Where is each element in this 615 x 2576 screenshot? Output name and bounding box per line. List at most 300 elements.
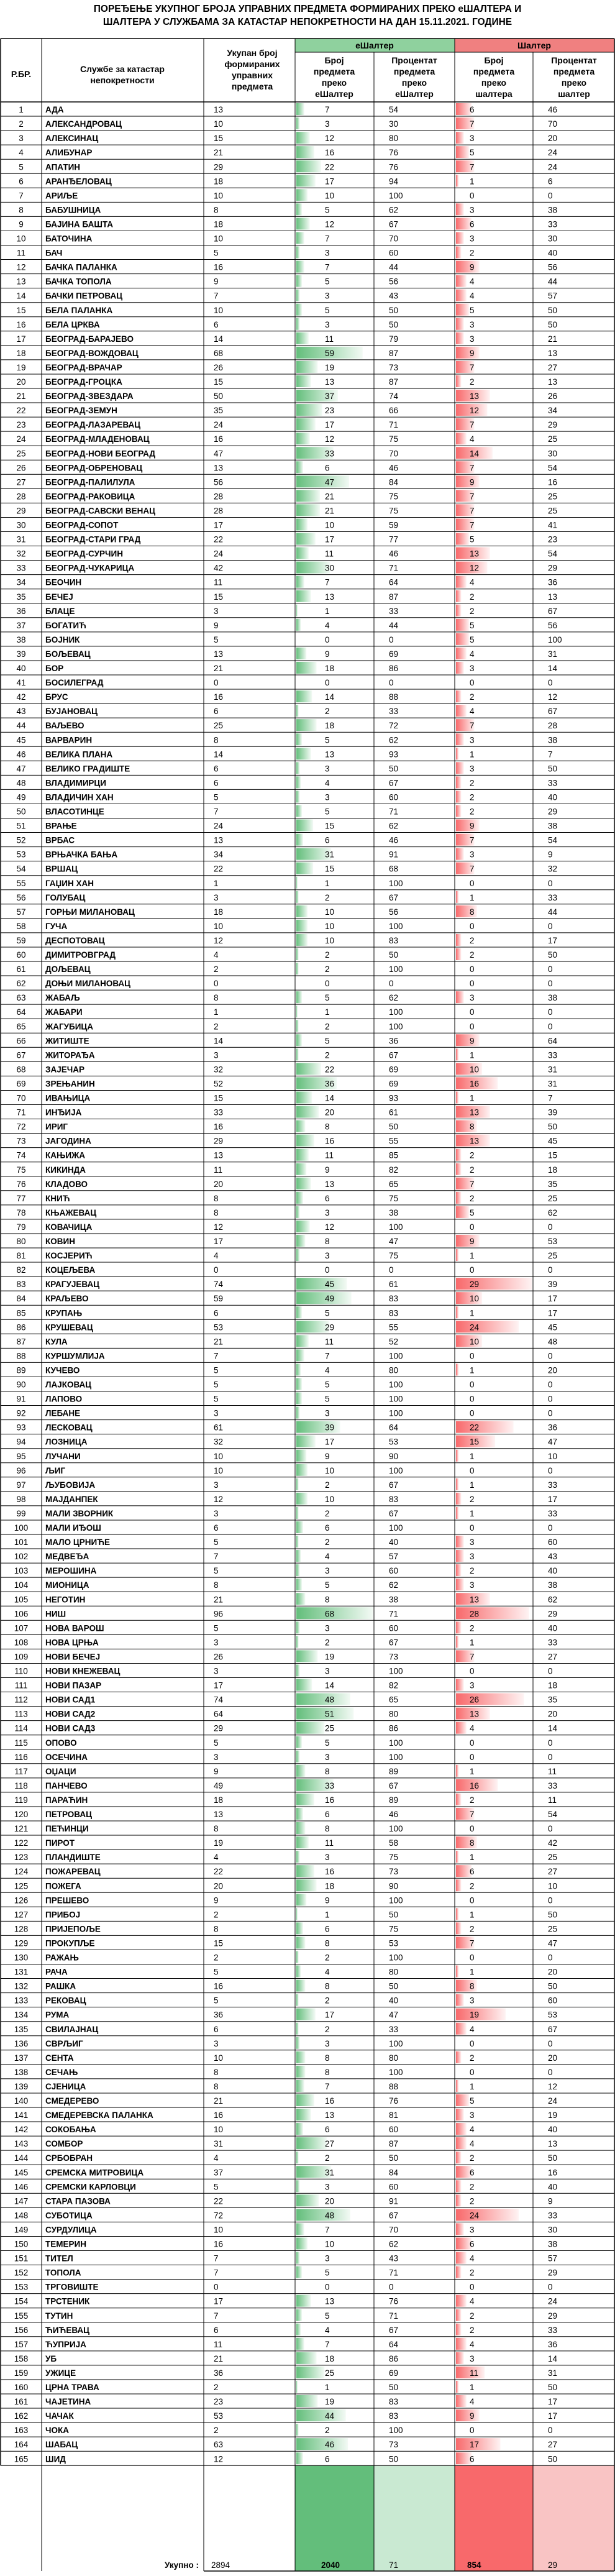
- total-count: 32: [214, 1065, 224, 1075]
- row-number: 45: [16, 735, 26, 745]
- eshalter-count: 8: [325, 2053, 330, 2063]
- eshalter-count: 18: [325, 721, 335, 731]
- shalter-count: 4: [470, 2253, 475, 2263]
- eshalter-count: 11: [325, 1337, 334, 1347]
- eshalter-count: 31: [325, 2168, 335, 2178]
- eshalter-count-bar: [296, 1020, 299, 1032]
- shalter-count-bar: [456, 261, 480, 273]
- eshalter-count-bar: [296, 117, 299, 129]
- eshalter-count: 7: [325, 262, 330, 272]
- eshalter-count-bar: [296, 1364, 301, 1375]
- total-count: 15: [214, 592, 224, 602]
- eshalter-percent: 82: [389, 1680, 399, 1690]
- row-number: 5: [19, 162, 24, 172]
- eshalter-count: 3: [325, 1623, 330, 1633]
- row-number: 105: [14, 1595, 29, 1605]
- row-number: 154: [14, 2296, 29, 2306]
- eshalter-percent: 88: [389, 2081, 399, 2091]
- row-number: 91: [16, 1394, 26, 1404]
- eshalter-percent: 76: [389, 148, 399, 158]
- service-name: КЊАЖЕВАЦ: [45, 1208, 97, 1217]
- service-name: ВАЉЕВО: [45, 721, 84, 731]
- eshalter-count-bar: [296, 1063, 321, 1075]
- row-number: 61: [16, 965, 26, 974]
- eshalter-count: 11: [325, 334, 334, 344]
- eshalter-count: 8: [325, 1595, 330, 1605]
- shalter-count-bar: [456, 1765, 458, 1777]
- shalter-count: 3: [470, 764, 475, 774]
- eshalter-percent: 67: [389, 1781, 399, 1790]
- eshalter-count-bar: [296, 1865, 314, 1877]
- shalter-count: 5: [470, 620, 475, 630]
- shalter-percent: 33: [548, 1050, 558, 1060]
- shalter-count: 2: [470, 1566, 475, 1576]
- service-name: БЛАЦЕ: [45, 606, 75, 616]
- shalter-percent: 33: [548, 1508, 558, 1518]
- total-count: 3: [214, 1508, 219, 1518]
- eshalter-percent: 79: [389, 334, 399, 344]
- shalter-percent: 33: [548, 2211, 558, 2221]
- shalter-percent: 35: [548, 1695, 558, 1705]
- service-name: АРАНЂЕЛОВАЦ: [45, 176, 112, 186]
- row-number: 20: [16, 377, 26, 387]
- header-e-count-4: еШалтер: [315, 89, 353, 99]
- service-name: СВИЛАЈНАЦ: [45, 2024, 99, 2034]
- eshalter-count-bar: [296, 1249, 299, 1261]
- eshalter-count: 2: [325, 707, 330, 717]
- shalter-count-bar: [456, 891, 458, 903]
- eshalter-count-bar: [296, 1048, 299, 1060]
- eshalter-count: 10: [325, 907, 335, 917]
- shalter-count: 2: [470, 377, 475, 387]
- total-count: 29: [214, 162, 224, 172]
- eshalter-count: 3: [325, 764, 330, 774]
- shalter-percent: 38: [548, 735, 558, 745]
- header-total-1: Укупан број: [227, 48, 278, 58]
- shalter-count-bar: [456, 619, 469, 631]
- shalter-count-bar: [456, 1636, 458, 1648]
- row-number: 9: [19, 219, 24, 229]
- total-count: 19: [214, 1838, 224, 1848]
- eshalter-count: 10: [325, 921, 335, 931]
- eshalter-percent: 87: [389, 377, 399, 387]
- total-count: 20: [214, 1179, 224, 1189]
- row-number: 144: [14, 2153, 29, 2163]
- totals-shalter-count: 854: [467, 2560, 481, 2570]
- shalter-percent: 40: [548, 2182, 558, 2192]
- shalter-percent: 0: [548, 1222, 553, 1232]
- shalter-count: 10: [470, 1337, 480, 1347]
- header-s-count-3: преко: [481, 78, 507, 88]
- shalter-count: 2: [470, 950, 475, 960]
- shalter-count: 1: [470, 1638, 475, 1648]
- shalter-count-bar: [456, 2267, 461, 2278]
- service-name: ТИТЕЛ: [45, 2253, 73, 2263]
- eshalter-count-bar: [296, 1966, 301, 1978]
- shalter-count: 9: [470, 262, 475, 272]
- service-name: ТРГОВИШТЕ: [45, 2282, 99, 2292]
- total-count: 8: [214, 2081, 219, 2091]
- eshalter-count-bar: [296, 1621, 299, 1633]
- service-name: ГОЛУБАЦ: [45, 892, 86, 902]
- total-count: 24: [214, 420, 224, 430]
- total-count: 14: [214, 1036, 224, 1046]
- shalter-count-bar: [456, 1048, 458, 1060]
- row-number: 48: [16, 778, 26, 788]
- eshalter-count-bar: [296, 1278, 347, 1290]
- eshalter-count: 3: [325, 2038, 330, 2048]
- eshalter-count: 3: [325, 1566, 330, 1576]
- shalter-count: 1: [470, 1480, 475, 1490]
- row-number: 77: [16, 1193, 26, 1203]
- shalter-percent: 20: [548, 1365, 558, 1375]
- shalter-percent: 0: [548, 1953, 553, 1963]
- total-count: 15: [214, 377, 224, 387]
- service-name: БАЧКА ТОПОЛА: [45, 277, 112, 286]
- row-number: 143: [14, 2139, 29, 2149]
- shalter-count-bar: [456, 1550, 464, 1562]
- shalter-count-bar: [456, 475, 480, 487]
- total-count: 1: [214, 878, 219, 888]
- eshalter-count: 49: [325, 1294, 335, 1304]
- row-number: 142: [14, 2125, 29, 2135]
- shalter-percent: 62: [548, 1595, 558, 1605]
- service-name: БЕОЧИН: [45, 577, 82, 587]
- eshalter-count: 0: [325, 678, 330, 688]
- shalter-count-bar: [456, 1149, 461, 1161]
- shalter-count: 8: [470, 1981, 475, 1991]
- shalter-count: 2: [470, 2311, 475, 2321]
- shalter-count-bar: [456, 318, 464, 330]
- eshalter-count: 14: [325, 692, 335, 702]
- eshalter-count-bar: [296, 475, 349, 487]
- service-name: ПОЖАРЕВАЦ: [45, 1867, 101, 1877]
- eshalter-percent: 77: [389, 534, 399, 544]
- row-number: 96: [16, 1465, 26, 1475]
- eshalter-percent: 50: [389, 319, 399, 329]
- service-name: НЕГОТИН: [45, 1595, 86, 1605]
- shalter-count: 3: [470, 2225, 475, 2235]
- total-count: 36: [214, 2010, 224, 2020]
- shalter-count-bar: [456, 805, 461, 817]
- total-count: 5: [214, 1738, 219, 1748]
- shalter-percent: 24: [548, 162, 558, 172]
- service-name: БЕЧЕЈ: [45, 592, 73, 602]
- shalter-count: 3: [470, 319, 475, 329]
- eshalter-count-bar: [296, 920, 308, 932]
- totals-eshalter-percent: 71: [389, 2560, 399, 2570]
- service-name: КОВАЧИЦА: [45, 1222, 93, 1232]
- shalter-percent: 43: [548, 1552, 558, 1562]
- shalter-percent: 0: [548, 1523, 553, 1533]
- header-e-pct-2: предмета: [393, 66, 435, 76]
- row-number: 18: [16, 348, 26, 358]
- shalter-percent: 29: [548, 807, 558, 817]
- service-name: ПРЕШЕВО: [45, 1895, 89, 1905]
- shalter-percent: 0: [548, 1895, 553, 1905]
- service-name: ВРШАЦ: [45, 864, 78, 874]
- shalter-count-bar: [456, 2381, 458, 2393]
- shalter-count-bar: [456, 1579, 464, 1590]
- total-count: 5: [214, 792, 219, 802]
- shalter-count-bar: [456, 347, 480, 359]
- shalter-count-bar: [456, 1450, 458, 1462]
- service-name: БЕОГРАД-САВСКИ ВЕНАЦ: [45, 506, 155, 516]
- shalter-count-bar: [456, 1034, 480, 1046]
- service-name: ЖАБАЉ: [45, 993, 80, 1003]
- total-count: 1: [214, 1007, 219, 1017]
- eshalter-count-bar: [296, 1493, 308, 1505]
- shalter-count: 26: [470, 1695, 480, 1705]
- shalter-count: 3: [470, 1552, 475, 1562]
- eshalter-percent: 38: [389, 1595, 399, 1605]
- total-count: 4: [214, 2153, 219, 2163]
- service-name: СУРДУЛИЦА: [45, 2225, 97, 2235]
- shalter-percent: 0: [548, 2282, 553, 2292]
- eshalter-count-bar: [296, 791, 299, 802]
- total-count: 8: [214, 1824, 219, 1834]
- eshalter-count: 1: [325, 1007, 330, 1017]
- shalter-count: 13: [470, 1595, 480, 1605]
- eshalter-count-bar: [296, 648, 306, 659]
- eshalter-percent: 62: [389, 1580, 399, 1590]
- total-count: 23: [214, 2397, 224, 2407]
- row-number: 11: [16, 248, 26, 258]
- eshalter-percent: 61: [389, 1280, 399, 1290]
- shalter-percent: 31: [548, 1079, 558, 1089]
- total-count: 6: [214, 2024, 219, 2034]
- shalter-count-bar: [456, 791, 461, 802]
- total-count: 6: [214, 707, 219, 717]
- eshalter-count-bar: [296, 891, 299, 903]
- shalter-count-bar: [456, 1091, 458, 1103]
- eshalter-percent: 87: [389, 592, 399, 602]
- shalter-percent: 56: [548, 262, 558, 272]
- service-name: КОСЈЕРИЋ: [45, 1251, 93, 1261]
- eshalter-percent: 69: [389, 1079, 399, 1089]
- eshalter-count-bar: [296, 1407, 299, 1419]
- service-name: НИШ: [45, 1609, 66, 1619]
- shalter-percent: 57: [548, 291, 558, 301]
- service-name: ДЕСПОТОВАЦ: [45, 935, 105, 945]
- row-number: 1: [19, 105, 24, 115]
- total-count: 8: [214, 735, 219, 745]
- total-count: 5: [214, 1967, 219, 1977]
- row-number: 26: [16, 463, 26, 473]
- eshalter-count-bar: [296, 261, 304, 273]
- eshalter-percent: 83: [389, 2397, 399, 2407]
- row-number: 111: [14, 1680, 28, 1690]
- eshalter-count-bar: [296, 2109, 311, 2120]
- shalter-count: 3: [470, 1680, 475, 1690]
- shalter-count: 3: [470, 664, 475, 673]
- total-count: 72: [214, 2211, 224, 2221]
- row-number: 93: [16, 1423, 26, 1432]
- eshalter-percent: 100: [389, 1523, 403, 1533]
- eshalter-percent: 71: [389, 807, 399, 817]
- total-count: 8: [214, 1580, 219, 1590]
- eshalter-count-bar: [296, 175, 316, 186]
- total-count: 10: [214, 2125, 224, 2135]
- eshalter-count: 51: [325, 1709, 335, 1719]
- eshalter-percent: 67: [389, 1050, 399, 1060]
- eshalter-count: 48: [325, 1695, 335, 1705]
- shalter-count: 5: [470, 148, 475, 158]
- eshalter-count-bar: [296, 662, 317, 674]
- total-count: 50: [214, 392, 224, 401]
- eshalter-percent: 100: [389, 191, 403, 201]
- total-count: 26: [214, 1652, 224, 1662]
- service-name: БОСИЛЕГРАД: [45, 678, 104, 688]
- shalter-count-bar: [456, 1306, 458, 1318]
- eshalter-count: 10: [325, 2239, 335, 2249]
- shalter-count: 1: [470, 1967, 475, 1977]
- eshalter-count: 19: [325, 1652, 335, 1662]
- row-number: 119: [14, 1795, 28, 1805]
- shalter-count-bar: [456, 2209, 519, 2221]
- shalter-percent: 7: [548, 1093, 553, 1103]
- service-name: ЖИТИШТЕ: [45, 1036, 89, 1046]
- shalter-count: 0: [470, 1738, 475, 1748]
- eshalter-count: 21: [325, 492, 335, 502]
- service-name: ДОЊИ МИЛАНОВАЦ: [45, 979, 131, 989]
- eshalter-percent: 69: [389, 649, 399, 659]
- eshalter-count: 17: [325, 1437, 335, 1447]
- eshalter-count-bar: [296, 461, 303, 473]
- eshalter-percent: 69: [389, 2368, 399, 2378]
- total-count: 13: [214, 105, 224, 115]
- service-name: БАЈИНА БАШТА: [45, 219, 114, 229]
- shalter-count-bar: [456, 991, 464, 1003]
- service-name: КРАЉЕВО: [45, 1294, 89, 1304]
- shalter-count: 6: [470, 2239, 475, 2249]
- service-name: АЛЕКСИНАЦ: [45, 134, 99, 144]
- shalter-percent: 14: [548, 664, 558, 673]
- eshalter-count: 5: [325, 277, 330, 286]
- shalter-count-bar: [456, 1994, 464, 2006]
- shalter-count-bar: [456, 247, 461, 259]
- shalter-percent: 30: [548, 449, 558, 459]
- eshalter-count-bar: [296, 1321, 329, 1332]
- eshalter-percent: 80: [389, 1709, 399, 1719]
- eshalter-percent: 86: [389, 1723, 399, 1733]
- shalter-count: 2: [470, 606, 475, 616]
- eshalter-count: 19: [325, 2397, 335, 2407]
- eshalter-count-bar: [296, 2352, 317, 2364]
- service-name: БЕОГРАД-ЧУКАРИЦА: [45, 563, 135, 573]
- eshalter-count-bar: [296, 2252, 299, 2264]
- shalter-count: 1: [470, 1050, 475, 1060]
- eshalter-count-bar: [296, 1163, 306, 1175]
- shalter-percent: 13: [548, 592, 558, 602]
- total-count: 32: [214, 1437, 224, 1447]
- eshalter-count: 47: [325, 477, 335, 487]
- eshalter-count: 1: [325, 606, 330, 616]
- eshalter-count: 22: [325, 1065, 335, 1075]
- shalter-count: 0: [470, 979, 475, 989]
- shalter-count: 13: [470, 549, 480, 559]
- shalter-count: 1: [470, 892, 475, 902]
- total-count: 8: [214, 993, 219, 1003]
- row-number: 42: [16, 692, 26, 702]
- eshalter-count: 2: [325, 1538, 330, 1547]
- shalter-count: 2: [470, 592, 475, 602]
- eshalter-percent: 90: [389, 1881, 399, 1891]
- service-name: ЉИГ: [45, 1465, 66, 1475]
- shalter-count-bar: [456, 1364, 458, 1375]
- shalter-count-bar: [456, 175, 458, 186]
- eshalter-percent: 70: [389, 2225, 399, 2235]
- eshalter-percent: 56: [389, 907, 399, 917]
- shalter-count-bar: [456, 1621, 461, 1633]
- shalter-percent: 7: [548, 749, 553, 759]
- row-number: 37: [16, 620, 26, 630]
- shalter-percent: 0: [548, 2426, 553, 2436]
- eshalter-count-bar: [296, 2094, 314, 2106]
- shalter-percent: 0: [548, 1824, 553, 1834]
- service-name: РАЧА: [45, 1967, 68, 1977]
- shalter-count: 7: [470, 492, 475, 502]
- service-name: НОВИ САД3: [45, 1723, 96, 1733]
- eshalter-count: 17: [325, 420, 335, 430]
- shalter-percent: 12: [548, 692, 558, 702]
- totals-shalter-percent: 29: [548, 2560, 558, 2570]
- shalter-count: 4: [470, 1723, 475, 1733]
- service-name: ВРБАС: [45, 835, 75, 845]
- shalter-count-bar: [456, 2180, 461, 2192]
- total-count: 64: [214, 1709, 224, 1719]
- shalter-count-bar: [456, 776, 461, 788]
- total-count: 11: [214, 577, 223, 587]
- service-name: УБ: [45, 2354, 57, 2363]
- eshalter-count-bar: [296, 619, 301, 631]
- total-count: 26: [214, 362, 224, 372]
- eshalter-count: 5: [325, 205, 330, 215]
- eshalter-count-bar: [296, 877, 298, 889]
- eshalter-count-bar: [296, 1178, 311, 1189]
- eshalter-count-bar: [296, 332, 309, 344]
- shalter-count: 0: [470, 1394, 475, 1404]
- eshalter-count-bar: [296, 2223, 304, 2235]
- shalter-count-bar: [456, 1321, 519, 1332]
- shalter-percent: 18: [548, 1680, 558, 1690]
- shalter-count: 3: [470, 993, 475, 1003]
- eshalter-count-bar: [296, 776, 301, 788]
- eshalter-count: 16: [325, 1867, 335, 1877]
- row-number: 135: [14, 2024, 29, 2034]
- row-number: 21: [16, 392, 26, 401]
- eshalter-percent: 87: [389, 348, 399, 358]
- shalter-percent: 0: [548, 2067, 553, 2077]
- eshalter-percent: 64: [389, 2339, 399, 2349]
- service-name: ИНЂИЈА: [45, 1107, 82, 1117]
- row-number: 17: [16, 334, 26, 344]
- eshalter-percent: 62: [389, 2239, 399, 2249]
- service-name: СВРЉИГ: [45, 2038, 83, 2048]
- total-count: 10: [214, 191, 224, 201]
- shalter-percent: 13: [548, 348, 558, 358]
- eshalter-count-bar: [296, 318, 299, 330]
- shalter-count: 6: [470, 105, 475, 115]
- eshalter-count: 13: [325, 749, 335, 759]
- eshalter-count-bar: [296, 1836, 309, 1848]
- service-name: ЛЕБАНЕ: [45, 1408, 81, 1418]
- eshalter-count-bar: [296, 2309, 302, 2321]
- eshalter-count-bar: [296, 218, 310, 229]
- eshalter-percent: 62: [389, 993, 399, 1003]
- service-name: ПЕТРОВАЦ: [45, 1810, 92, 1819]
- eshalter-count: 15: [325, 864, 335, 874]
